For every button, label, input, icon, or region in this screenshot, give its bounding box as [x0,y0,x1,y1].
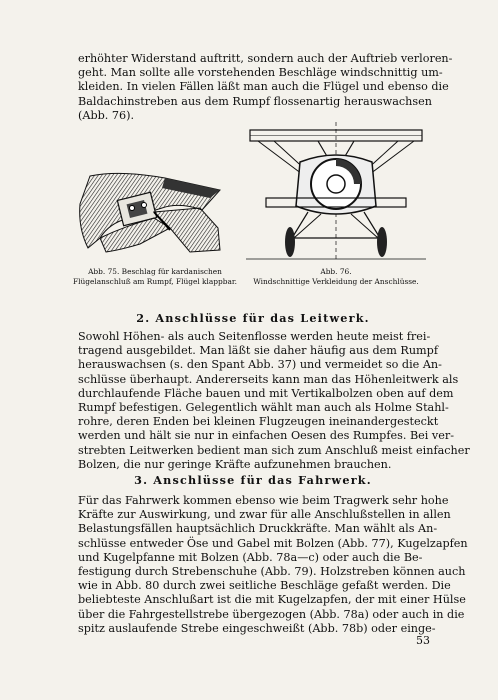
figure-75-fitting [70,168,230,256]
text-line: tragend ausgebildet. Man läßt sie daher häufig aus dem Rumpf [78,344,438,358]
text-line: durchlaufende Fläche bauen und mit Vertikalbolzen oben auf dem [78,386,454,400]
text-line: beliebteste Anschlußart ist die mit Kugelzapfen, der mit einer Hülse [78,593,466,607]
figure-76-aircraft-front-view [246,122,426,264]
caption-line: Abb. 76. [320,267,352,276]
text-line: (Abb. 76). [78,108,135,122]
text-line: und Kugelpfanne mit Bolzen (Abb. 78a—c) oder auch die Be- [78,550,423,564]
text-line: schlüsse überhaupt. Andererseits kann man das Höhenleitwerk als [78,372,459,386]
section-3-paragraph [78,494,468,636]
caption-line: Windschnittige Verkleidung der Anschlüsse. [253,277,419,286]
intro-paragraph [78,52,453,123]
text-line: Belastungsfällen hauptsächlich Druckkräfte. Man wählt als An- [78,522,438,536]
text-line: Kräfte zur Auswirkung, und zwar für alle Anschlußstellen in allen [78,508,451,522]
section-2-paragraph [78,330,470,472]
text-line: herauswachsen (s. den Spant Abb. 37) und vermeidet so die An- [78,358,442,372]
text-line: kleiden. In vielen Fällen läßt man auch die Flügel und ebenso die [78,80,449,94]
text-line: über die Fahrgestellstrebe übergezogen (Abb. 78a) oder auch in die [78,607,465,621]
section-2-heading: 2. Anschlüsse für das Leitwerk. [136,311,370,325]
text-line: Für das Fahrwerk kommen ebenso wie beim Tragwerk sehr hohe [78,494,449,507]
text-line: wie in Abb. 80 durch zwei seitliche Beschläge gefaßt werden. Die [78,579,451,593]
text-line: schlüsse entweder Öse und Gabel mit Bolzen (Abb. 77), Kugelzapfen [78,536,468,550]
text-line: spitz auslaufende Strebe eingeschweißt (Abb. 78b) oder einge- [78,621,436,635]
text-line: geht. Man sollte alle vorstehenden Beschläge windschnittig um- [78,66,443,80]
page-number: 53 [416,634,430,647]
text-line: werden und hält sie nur in einfachen Oesen des Rumpfes. Bei ver- [78,429,454,443]
section-3-heading: 3. Anschlüsse für das Fahrwerk. [134,473,372,487]
caption-line: Abb. 75. Beschlag für kardanischen [88,267,222,276]
text-line: Rumpf befestigen. Gelegentlich wählt man auch als Holme Stahl- [78,401,449,415]
text-line: Baldachinstreben aus dem Rumpf flossenartig herauswachsen [78,94,432,108]
text-line: Sowohl Höhen- als auch Seitenflosse werden heute meist frei- [78,330,431,343]
figure-76-caption [238,267,434,287]
text-line: Bolzen, die nur geringe Kräfte aufzunehmen brauchen. [78,457,392,471]
text-line: strebten Leitwerken bedient man sich zum Anschluß meist einfacher [78,443,470,457]
text-line: rohre, deren Enden bei kleinen Flugzeugen ineinandergesteckt [78,415,439,429]
text-line: erhöhter Widerstand auftritt, sondern auch der Auftrieb verloren- [78,52,453,65]
figure-75-caption [60,267,250,287]
text-line: festigung durch Strebenschuhe (Abb. 79). Holzstreben können auch [78,565,466,579]
caption-line: Flügelanschluß am Rumpf, Flügel klappbar. [73,277,237,286]
